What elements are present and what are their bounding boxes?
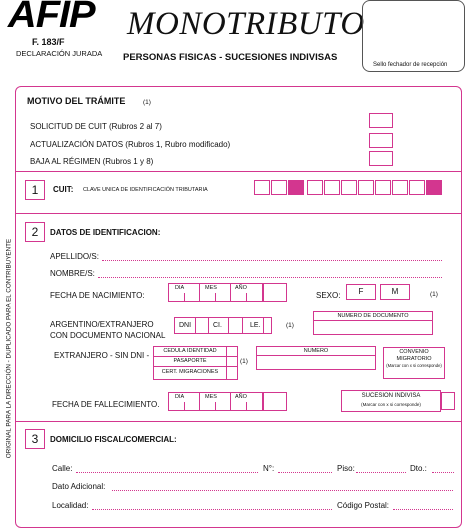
mes-label: MES xyxy=(205,285,217,291)
arg-label-line1: ARGENTINO/EXTRANJERO xyxy=(50,320,154,329)
cuit-separator xyxy=(426,180,442,195)
fall-anio-label: AÑO xyxy=(235,394,247,400)
sexo-m-box[interactable] xyxy=(380,284,410,300)
extranjero-note: (1) xyxy=(240,358,248,365)
motivo-checkbox-solicitud[interactable] xyxy=(369,113,393,128)
localidad-field[interactable] xyxy=(92,500,332,510)
doc-extranjero-checks[interactable] xyxy=(226,346,238,380)
sexo-note: (1) xyxy=(430,291,438,298)
sucesion-label-2: (Marcar con x si corresponde) xyxy=(361,402,421,407)
cuit-digit[interactable] xyxy=(358,180,374,195)
motivo-item-actualizacion: ACTUALIZACIÓN DATOS (Rubros 1, Rubro modificado) xyxy=(30,140,231,149)
fecha-fall-extra xyxy=(263,392,287,411)
piso-field[interactable] xyxy=(356,463,406,473)
cedula-label: CEDULA IDENTIDAD xyxy=(163,348,217,354)
afip-logo xyxy=(7,0,110,36)
sexo-f-box[interactable] xyxy=(346,284,376,300)
dto-field[interactable] xyxy=(432,463,454,473)
sucesion-checkbox[interactable] xyxy=(441,392,455,410)
apellidos-label: APELLIDO/S: xyxy=(50,252,99,261)
anio-label: AÑO xyxy=(235,285,247,291)
divider-3 xyxy=(15,421,461,422)
sucesion-label-1: SUCESION INDIVISA xyxy=(361,393,421,399)
numero-field[interactable] xyxy=(256,346,376,370)
localidad-label: Localidad: xyxy=(52,501,89,510)
form-code: F. 183/F xyxy=(32,37,65,47)
cuit-field[interactable] xyxy=(254,180,443,195)
sexo-m-label: M xyxy=(391,287,399,296)
side-vertical-text: ORIGINAL PARA LA DIRECCIÓN - DUPLICADO PARA EL CONTRIBUYENTE xyxy=(5,238,13,459)
fall-dia-label: DIA xyxy=(175,394,185,400)
fall-mes-label: MES xyxy=(205,394,217,400)
num-doc-field[interactable] xyxy=(313,311,433,335)
motivo-item-solicitud: SOLICITUD DE CUIT (Rubros 2 al 7) xyxy=(30,122,162,131)
cert-migr-label: CERT. MIGRACIONES xyxy=(161,369,219,375)
pasaporte-label: PASAPORTE xyxy=(173,358,207,364)
form-frame xyxy=(15,86,462,528)
motivo-note: (1) xyxy=(143,99,151,106)
doc-note: (1) xyxy=(286,322,294,329)
form-subtitle: PERSONAS FISICAS - SUCESIONES INDIVISAS xyxy=(123,52,338,63)
ci-label: CI. xyxy=(213,322,222,329)
calle-label: Calle: xyxy=(52,464,73,473)
cuit-desc: CLAVE UNICA DE IDENTIFICACIÓN TRIBUTARIA xyxy=(83,187,208,193)
dato-adicional-label: Dato Adicional: xyxy=(52,482,106,491)
cuit-digit[interactable] xyxy=(307,180,323,195)
section-3-number xyxy=(25,429,45,449)
fecha-nac-label: FECHA DE NACIMIENTO: xyxy=(50,291,145,300)
section-2-title: DATOS DE IDENTIFICACION: xyxy=(50,228,161,237)
nro-field[interactable] xyxy=(278,463,332,473)
motivo-title: MOTIVO DEL TRÁMITE xyxy=(27,96,126,106)
form-sub: DECLARACIÓN JURADA xyxy=(16,49,103,58)
form-title: MONOTRIBUTO xyxy=(127,6,365,42)
calle-field[interactable] xyxy=(76,463,258,473)
fecha-fall-label: FECHA DE FALLECIMIENTO. xyxy=(52,400,160,409)
apellidos-field[interactable] xyxy=(102,251,442,261)
fecha-nac-extra xyxy=(263,283,287,302)
convenio-field[interactable] xyxy=(383,347,445,379)
nombres-field[interactable] xyxy=(98,268,442,278)
dto-label: Dto.: xyxy=(410,464,427,473)
motivo-checkbox-actualizacion[interactable] xyxy=(369,133,393,148)
cuit-digit[interactable] xyxy=(324,180,340,195)
divider-2 xyxy=(15,213,461,214)
codigo-postal-field[interactable] xyxy=(393,500,453,510)
cuit-digit[interactable] xyxy=(254,180,270,195)
sexo-label: SEXO: xyxy=(316,291,341,300)
motivo-item-baja: BAJA AL RÉGIMEN (Rubros 1 y 8) xyxy=(30,157,154,166)
sexo-f-label: F xyxy=(358,287,364,296)
cuit-digit[interactable] xyxy=(341,180,357,195)
extranjero-label: EXTRANJERO - SIN DNI - xyxy=(54,351,150,360)
dni-label: DNI xyxy=(179,322,192,329)
arg-label-line2: CON DOCUMENTO NACIONAL xyxy=(50,331,166,340)
cuit-digit[interactable] xyxy=(409,180,425,195)
cuit-digit[interactable] xyxy=(271,180,287,195)
section-2-num-text: 2 xyxy=(31,225,39,239)
cuit-digit[interactable] xyxy=(375,180,391,195)
logo-text: AFIP xyxy=(7,0,95,36)
divider-1 xyxy=(15,171,461,172)
motivo-checkbox-baja[interactable] xyxy=(369,151,393,166)
reception-stamp-box xyxy=(362,0,465,72)
stamp-label: Sello fechador de recepción xyxy=(373,62,448,68)
section-1-num-text: 1 xyxy=(31,183,39,197)
le-label: LE. xyxy=(250,322,261,329)
dia-label: DIA xyxy=(175,285,185,291)
doc-type-field[interactable] xyxy=(174,317,272,334)
section-2-number xyxy=(25,222,45,242)
convenio-label-1: CONVENIO xyxy=(399,349,429,355)
nombres-label: NOMBRE/S: xyxy=(50,269,95,278)
codigo-postal-label: Código Postal: xyxy=(337,501,390,510)
fecha-nac-field[interactable] xyxy=(168,283,263,302)
cuit-digit[interactable] xyxy=(392,180,408,195)
cuit-label: CUIT: xyxy=(53,185,74,194)
sucesion-field[interactable] xyxy=(341,390,441,412)
fecha-fall-field[interactable] xyxy=(168,392,263,411)
doc-extranjero-field[interactable] xyxy=(153,346,227,380)
numero-label: NUMERO xyxy=(303,348,329,354)
num-doc-label: NUMERO DE DOCUMENTO xyxy=(337,313,409,319)
cuit-separator xyxy=(288,180,304,195)
convenio-label-3: (Marcar con x si corresponde) xyxy=(386,363,442,368)
section-1-number xyxy=(25,180,45,200)
dato-adicional-field[interactable] xyxy=(112,481,453,491)
convenio-label-2: MIGRATORIO xyxy=(396,356,432,362)
nro-label: N°: xyxy=(263,464,275,473)
section-3-title: DOMICILIO FISCAL/COMERCIAL: xyxy=(50,435,177,444)
piso-label: Piso: xyxy=(337,464,355,473)
section-3-num-text: 3 xyxy=(31,432,39,446)
